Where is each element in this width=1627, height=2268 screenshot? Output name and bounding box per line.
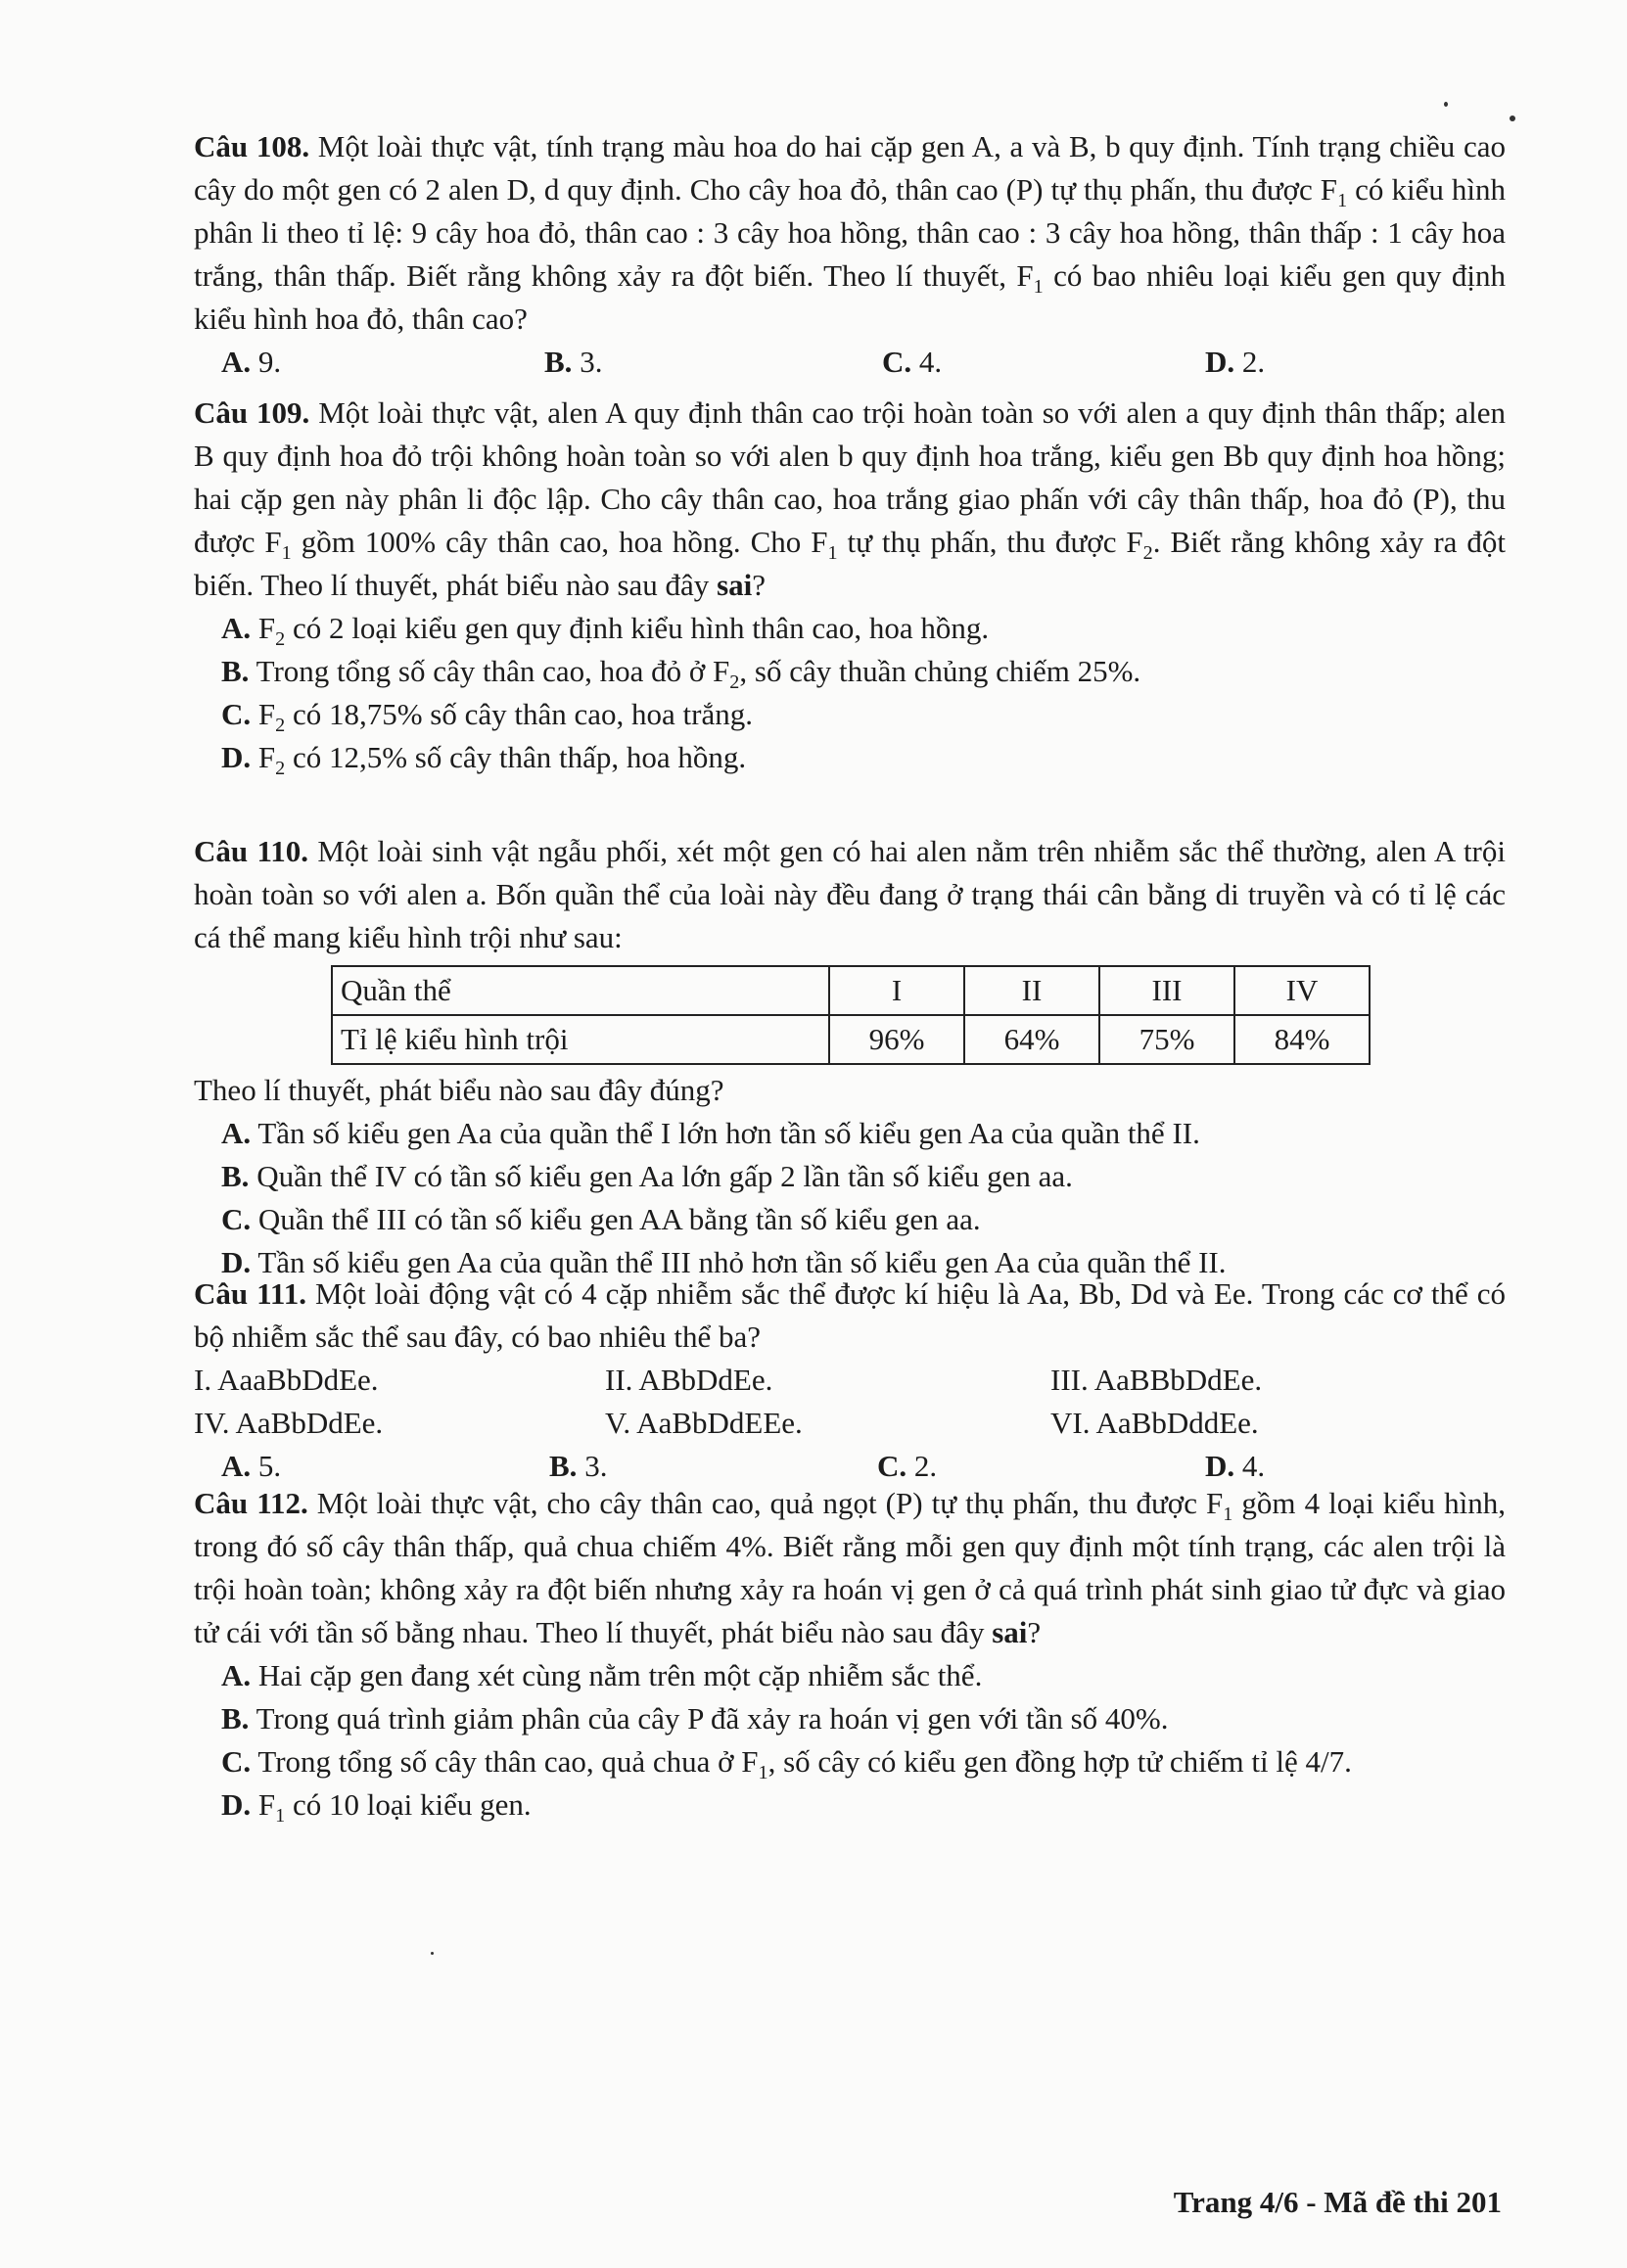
- option-b: [194, 650, 1506, 693]
- text-segment: sai: [992, 1615, 1028, 1649]
- option-label: D.: [1205, 345, 1235, 379]
- table-cell: III: [1099, 966, 1234, 1015]
- text-segment: 3.: [584, 1449, 608, 1483]
- option-a: [194, 1654, 1506, 1697]
- text-segment: 1: [281, 542, 292, 565]
- option-label: C.: [882, 345, 912, 379]
- table-header-cell: Quần thể: [332, 966, 829, 1015]
- table-cell: 84%: [1234, 1015, 1370, 1064]
- text-segment: Một loài thực vật, alen A quy định thân cao trội hoàn toàn so với alen a quy định thân thấp; alen B quy định hoa đỏ trội không hoàn toàn so với alen b quy định hoa trắng, kiểu gen Bb quy định hoa hồng; hai cặp gen này phân li độc lập. Cho cây thân cao, hoa trắng giao phấn với cây thân thấp, hoa đỏ (P), thu được F: [194, 395, 1506, 559]
- option-label: C.: [221, 697, 252, 731]
- option-c: [194, 1198, 1506, 1241]
- text-segment: 1: [1223, 1504, 1233, 1526]
- genotype-item: V. AaBbDdEEe.: [605, 1406, 803, 1440]
- option-c: [882, 341, 1205, 384]
- text-segment: 9.: [257, 345, 282, 379]
- option-label: B.: [221, 1701, 250, 1736]
- option-label: B.: [549, 1449, 578, 1483]
- text-segment: 2: [275, 628, 286, 651]
- genotype-item: I. AaaBbDdEe.: [194, 1363, 379, 1397]
- genotype-row: [194, 1359, 1506, 1402]
- text-segment: Trong tổng số cây thân cao, quả chua ở F: [257, 1744, 759, 1779]
- option-d: [194, 1783, 1506, 1827]
- text-segment: 1: [275, 1805, 286, 1828]
- option-label: D.: [221, 1245, 252, 1279]
- option-d: [194, 736, 1506, 779]
- text-segment: có 10 loại kiểu gen.: [285, 1787, 532, 1822]
- option-label: D.: [221, 740, 252, 774]
- table-cell: I: [829, 966, 964, 1015]
- option-label: D.: [1205, 1449, 1235, 1483]
- text-segment: Quần thể IV có tần số kiểu gen Aa lớn gấp 2 lần tần số kiểu gen aa.: [256, 1159, 1073, 1193]
- table-row: [332, 1015, 1370, 1064]
- option-label: A.: [221, 1449, 252, 1483]
- text-segment: F: [257, 697, 276, 731]
- text-segment: gồm 4 loại kiểu hình, trong đó số cây thân thấp, quả chua chiếm 4%. Biết rằng mỗi gen quy định một tính trạng, các alen trội là trội hoàn toàn; không xảy ra đột biến nhưng xảy ra hoán vị gen ở cả quá trình phát sinh giao tử đực và giao tử cái với tần số bằng nhau. Theo lí thuyết, phát biểu nào sau đây: [194, 1486, 1506, 1649]
- text-segment: Trong quá trình giảm phân của cây P đã xảy ra hoán vị gen với tần số 40%.: [256, 1701, 1169, 1736]
- text-segment: F: [257, 740, 276, 774]
- text-segment: ?: [1027, 1615, 1042, 1649]
- text-segment: có 12,5% số cây thân thấp, hoa hồng.: [285, 740, 747, 774]
- text-segment: 1: [758, 1762, 768, 1784]
- text-segment: 4.: [1241, 1449, 1266, 1483]
- text-segment: 2: [275, 758, 286, 780]
- option-b: [194, 1155, 1506, 1198]
- question-stem: [194, 392, 1506, 607]
- text-segment: 1: [827, 542, 838, 565]
- question-number: Câu 111.: [194, 1276, 306, 1311]
- question-112: [194, 1482, 1506, 1827]
- table-row: [332, 966, 1370, 1015]
- text-segment: 1: [1337, 190, 1348, 212]
- option-label: B.: [221, 654, 250, 688]
- question-111: [194, 1273, 1506, 1488]
- option-label: A.: [221, 611, 252, 645]
- option-a: [194, 1112, 1506, 1155]
- question-number: Câu 110.: [194, 834, 309, 868]
- scan-speck: [431, 1952, 434, 1955]
- text-segment: 1: [1033, 276, 1044, 299]
- text-segment: Trong tổng số cây thân cao, hoa đỏ ở F: [256, 654, 730, 688]
- option-label: B.: [221, 1159, 250, 1193]
- question-number: Câu 108.: [194, 129, 310, 163]
- table-header-cell: Tỉ lệ kiểu hình trội: [332, 1015, 829, 1064]
- text-segment: 2.: [1241, 345, 1266, 379]
- text-segment: 3.: [580, 345, 603, 379]
- option-label: C.: [221, 1744, 252, 1779]
- text-segment: 2: [275, 715, 286, 737]
- page-footer: Trang 4/6 - Mã đề thi 201: [1173, 2185, 1502, 2219]
- text-segment: . Biết rằng không xảy ra đột biến. Theo lí thuyết, phát biểu nào sau đây: [194, 525, 1506, 602]
- text-segment: gồm 100% cây thân cao, hoa hồng. Cho F: [291, 525, 828, 559]
- text-segment: 4.: [918, 345, 943, 379]
- text-segment: 2.: [913, 1449, 938, 1483]
- text-segment: Một loài động vật có 4 cặp nhiễm sắc thể được kí hiệu là Aa, Bb, Dd và Ee. Trong các cơ thể có bộ nhiễm sắc thể sau đây, có bao nhiêu thể ba?: [194, 1276, 1507, 1354]
- text-segment: ?: [752, 568, 767, 602]
- option-label: B.: [544, 345, 573, 379]
- text-segment: F: [257, 1787, 276, 1822]
- text-segment: 2: [1142, 542, 1153, 565]
- option-label: D.: [221, 1787, 252, 1822]
- text-segment: có bao nhiêu loại kiểu gen quy định kiểu hình hoa đỏ, thân cao?: [194, 258, 1506, 336]
- text-segment: Một loài thực vật, cho cây thân cao, quả ngọt (P) tự thụ phấn, thu được F: [316, 1486, 1224, 1520]
- text-segment: Một loài sinh vật ngẫu phối, xét một gen có hai alen nằm trên nhiễm sắc thể thường, alen A trội hoàn toàn so với alen a. Bốn quần thể của loài này đều đang ở trạng thái cân bằng di truyền và có tỉ lệ các cá thể mang kiểu hình trội như sau:: [194, 834, 1506, 954]
- table-cell: 75%: [1099, 1015, 1234, 1064]
- question-stem: [194, 125, 1506, 341]
- text-segment: 5.: [257, 1449, 282, 1483]
- scan-speck: [1444, 102, 1448, 107]
- genotype-item: VI. AaBbDddEe.: [1050, 1406, 1259, 1440]
- option-c: [194, 693, 1506, 736]
- option-label: C.: [221, 1202, 252, 1236]
- option-label: C.: [877, 1449, 907, 1483]
- table-cell: IV: [1234, 966, 1370, 1015]
- option-label: A.: [221, 1116, 252, 1150]
- option-a: [194, 341, 544, 384]
- text-segment: Hai cặp gen đang xét cùng nằm trên một cặp nhiễm sắc thể.: [257, 1658, 983, 1692]
- options-row: [194, 341, 1506, 384]
- population-table: [331, 965, 1371, 1065]
- option-label: A.: [221, 1658, 252, 1692]
- option-b: [194, 1697, 1506, 1740]
- question-prompt: Theo lí thuyết, phát biểu nào sau đây đúng?: [194, 1073, 724, 1107]
- genotype-row: [194, 1402, 1506, 1445]
- text-segment: có kiểu hình phân li theo tỉ lệ: 9 cây hoa đỏ, thân cao : 3 cây hoa hồng, thân cao : 3 cây hoa hồng, thân thấp : 1 cây hoa trắng, thân thấp. Biết rằng không xảy ra đột biến. Theo lí thuyết, F: [194, 172, 1506, 293]
- question-110: [194, 830, 1506, 1284]
- option-d: [1205, 341, 1265, 384]
- text-segment: có 2 loại kiểu gen quy định kiểu hình thân cao, hoa hồng.: [285, 611, 990, 645]
- text-segment: có 18,75% số cây thân cao, hoa trắng.: [285, 697, 753, 731]
- option-c: [194, 1740, 1506, 1783]
- text-segment: sai: [717, 568, 753, 602]
- text-segment: , số cây có kiểu gen đồng hợp tử chiếm tỉ lệ 4/7.: [767, 1744, 1352, 1779]
- text-segment: 2: [729, 671, 740, 694]
- question-stem: [194, 1273, 1506, 1359]
- question-number: Câu 112.: [194, 1486, 308, 1520]
- text-segment: , số cây thuần chủng chiếm 25%.: [739, 654, 1141, 688]
- table-cell: 96%: [829, 1015, 964, 1064]
- genotype-item: III. AaBBbDdEe.: [1050, 1363, 1263, 1397]
- text-segment: Một loài thực vật, tính trạng màu hoa do hai cặp gen A, a và B, b quy định. Tính trạng chiều cao cây do một gen có 2 alen D, d quy định. Cho cây hoa đỏ, thân cao (P) tự thụ phấn, thu được F: [194, 129, 1506, 207]
- genotype-item: IV. AaBbDdEe.: [194, 1406, 384, 1440]
- question-number: Câu 109.: [194, 395, 310, 430]
- genotype-item: II. ABbDdEe.: [605, 1363, 773, 1397]
- question-109: [194, 392, 1506, 779]
- text-segment: F: [257, 611, 276, 645]
- text-segment: Tần số kiểu gen Aa của quần thể I lớn hơn tần số kiểu gen Aa của quần thể II.: [257, 1116, 1200, 1150]
- table-cell: II: [964, 966, 1099, 1015]
- question-stem: [194, 830, 1506, 959]
- text-segment: tự thụ phấn, thu được F: [837, 525, 1143, 559]
- option-label: A.: [221, 345, 252, 379]
- table-cell: 64%: [964, 1015, 1099, 1064]
- question-stem: [194, 1482, 1506, 1654]
- option-b: [544, 341, 882, 384]
- text-segment: Tần số kiểu gen Aa của quần thể III nhỏ hơn tần số kiểu gen Aa của quần thể II.: [257, 1245, 1227, 1279]
- scan-speck: [1510, 116, 1515, 121]
- question-108: [194, 125, 1506, 384]
- option-a: [194, 607, 1506, 650]
- text-segment: Quần thể III có tần số kiểu gen AA bằng tần số kiểu gen aa.: [257, 1202, 981, 1236]
